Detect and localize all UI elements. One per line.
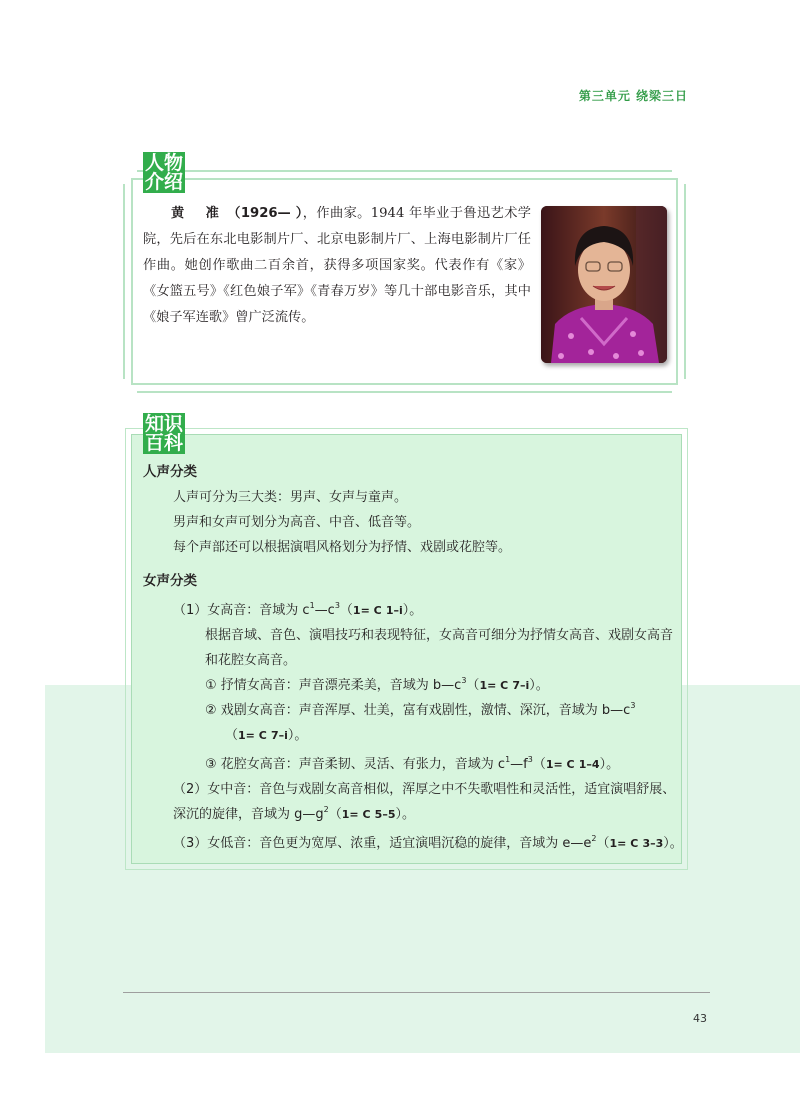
superscript: 3: [334, 601, 340, 610]
dramatic-soprano-range: [143, 723, 683, 748]
key-signature: 1= C: [341, 808, 371, 821]
text: ③ 花腔女高音：声音柔韧、灵活、有张力，音域为 c: [205, 757, 506, 772]
person-intro-tag: [143, 152, 185, 193]
key-signature: 1= C: [545, 758, 575, 771]
coloratura-soprano-line: [143, 752, 683, 777]
numbered-notes: 3–3: [642, 837, 664, 850]
person-years: （1926— ）: [227, 206, 303, 221]
soprano-description: 根据音域、音色、演唱技巧和表现特征，女高音可细分为抒情女高音、戏剧女高音和花腔女高音。: [205, 628, 674, 668]
superscript: 2: [323, 805, 329, 814]
text: ）。: [599, 757, 620, 772]
text: （: [466, 678, 480, 693]
text: （: [328, 807, 342, 822]
knowledge-tag: [143, 413, 185, 454]
paragraph: 男声和女声可划分为高音、中音、低音等。: [173, 515, 421, 530]
alto-line: [143, 831, 683, 856]
section-heading-female-voices: 女声分类: [143, 573, 197, 589]
tag-line: 知识: [144, 413, 183, 435]
text: ）。: [529, 678, 549, 693]
superscript: 1: [309, 601, 315, 610]
section-heading-voice-types: 人声分类: [143, 464, 197, 480]
person-name: 黄 准: [171, 206, 228, 221]
text: —f: [510, 757, 528, 772]
portrait-photo: [541, 206, 667, 363]
person-bio: [143, 201, 531, 331]
tag-line: 人物: [144, 152, 183, 174]
person-bio-text: ，作曲家。1944 年毕业于鲁迅艺术学院，先后在东北电影制片厂、北京电影制片厂、上海电影制片厂任作曲。她创作歌曲二百余首，获得多项国家奖。代表作有《家》《女篮五号》《红色娘子军》《青春万岁》等几十部电影音乐，其中《娘子军连歌》曾广泛流传。: [143, 206, 531, 325]
numbered-notes: 5–5: [374, 808, 396, 821]
numbered-notes: 1–i: [385, 604, 403, 617]
lyric-soprano-line: [143, 673, 683, 698]
text: （: [225, 728, 239, 743]
page-number: 43: [693, 1012, 707, 1025]
text: ② 戏剧女高音：声音浑厚、壮美，富有戏剧性，激情、深沉，音域为 b—c: [205, 703, 631, 718]
numbered-notes: 7–i: [270, 729, 288, 742]
soprano-line: [143, 598, 683, 623]
superscript: 1: [505, 755, 511, 764]
key-signature: 1= C: [238, 729, 267, 742]
text: ）。: [663, 836, 683, 851]
tag-line: 介绍: [144, 171, 183, 193]
superscript: 2: [591, 834, 597, 843]
numbered-notes: 7–i: [512, 679, 530, 692]
dramatic-soprano-line: [143, 698, 683, 723]
superscript: 3: [461, 676, 467, 685]
key-signature: 1= C: [479, 679, 509, 692]
footer-divider: [123, 992, 710, 993]
knowledge-content: [143, 460, 683, 856]
key-signature: 1= C: [609, 837, 639, 850]
mezzo-soprano-line: [143, 777, 683, 827]
text: （2）女中音：音色与戏剧女高音相似，浑厚之中不失歌唱性和灵活性，适宜演唱舒展、深沉的旋律，音域为 g—g: [173, 782, 676, 822]
text: （1）女高音：音域为 c: [173, 603, 310, 618]
text: ① 抒情女高音：声音漂亮柔美，音域为 b—c: [205, 678, 462, 693]
paragraph: 人声可分为三大类：男声、女声与童声。: [173, 490, 408, 505]
key-signature: 1= C: [352, 604, 382, 617]
paragraph: 每个声部还可以根据演唱风格划分为抒情、戏剧或花腔等。: [173, 540, 512, 555]
tag-line: 百科: [144, 432, 183, 454]
text: （: [532, 757, 546, 772]
text: （: [339, 603, 353, 618]
text: （3）女低音：音色更为宽厚、浓重，适宜演唱沉稳的旋律，音域为 e—e: [173, 836, 592, 851]
text: ）。: [395, 807, 415, 822]
unit-header: 第三单元 绕梁三日: [578, 89, 688, 103]
numbered-notes: 1–4: [578, 758, 600, 771]
text: （: [596, 836, 610, 851]
text: ）。: [287, 728, 308, 743]
superscript: 3: [630, 701, 636, 710]
text: —c: [314, 603, 335, 618]
superscript: 3: [527, 755, 533, 764]
portrait-illustration: [541, 206, 667, 363]
text: ）。: [402, 603, 423, 618]
